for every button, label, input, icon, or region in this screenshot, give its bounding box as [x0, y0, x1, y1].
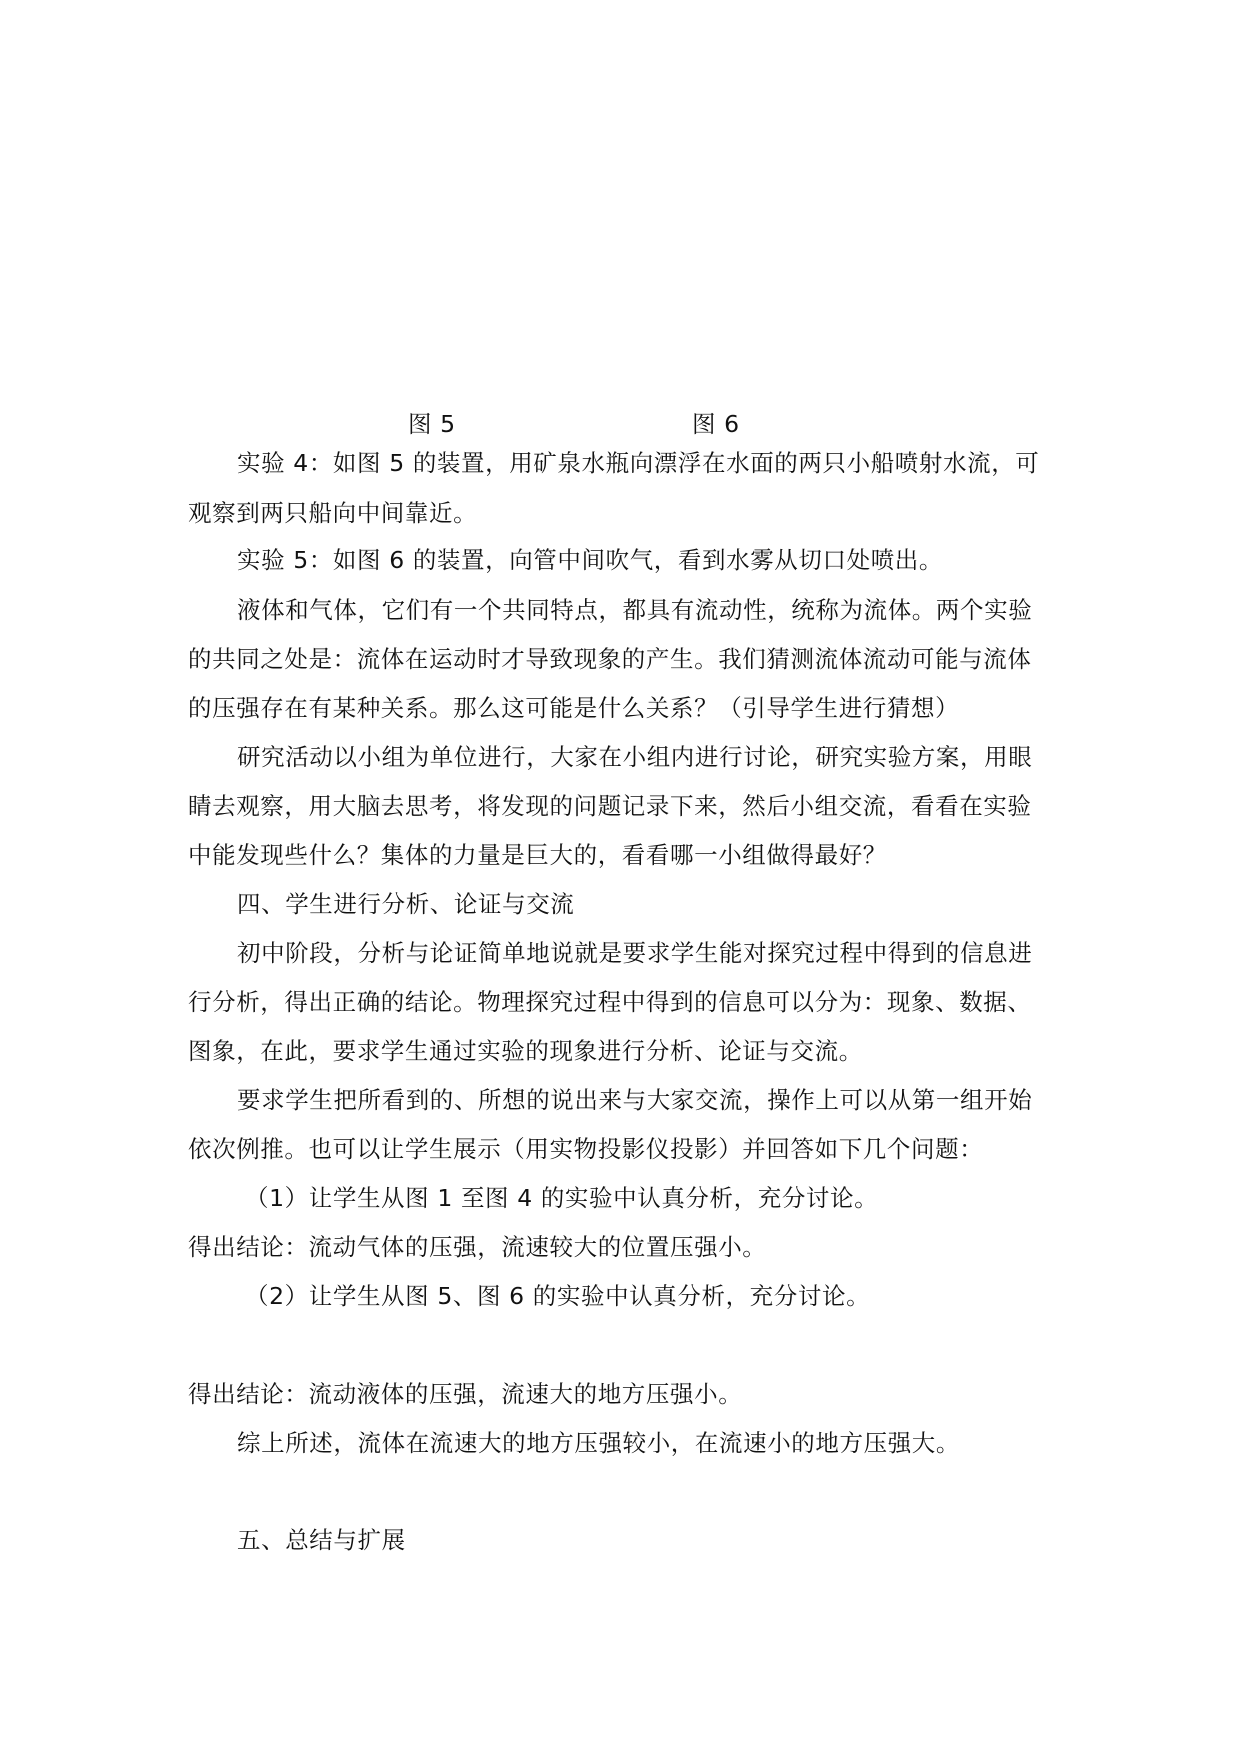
paragraph-exchange-cont: 依次例推。也可以让学生展示（用实物投影仪投影）并回答如下几个问题： [188, 1135, 984, 1163]
paragraph-group-activity-cont: 睛去观察，用大脑去思考，将发现的问题记录下来，然后小组交流，看看在实验 [188, 792, 1032, 820]
section-heading-5: 五、总结与扩展 [237, 1526, 406, 1554]
figure-caption-5: 图 5 [408, 410, 456, 438]
summary: 综上所述，流体在流速大的地方压强较小，在流速小的地方压强大。 [237, 1429, 960, 1457]
question-1: （1）让学生从图 1 至图 4 的实验中认真分析，充分讨论。 [245, 1184, 879, 1212]
paragraph-experiment-4-cont: 观察到两只船向中间靠近。 [188, 499, 478, 527]
paragraph-analysis-cont: 图象，在此，要求学生通过实验的现象进行分析、论证与交流。 [188, 1037, 863, 1065]
paragraph-analysis: 初中阶段，分析与论证简单地说就是要求学生能对探究过程中得到的信息进 [237, 939, 1033, 967]
paragraph-experiment-5: 实验 5：如图 6 的装置，向管中间吹气，看到水雾从切口处喷出。 [237, 546, 944, 574]
paragraph-fluid-cont: 的共同之处是：流体在运动时才导致现象的产生。我们猜测流体流动可能与流体 [188, 645, 1032, 673]
section-heading-4: 四、学生进行分析、论证与交流 [237, 890, 575, 918]
paragraph-fluid: 液体和气体，它们有一个共同特点，都具有流动性，统称为流体。两个实验 [237, 596, 1033, 624]
paragraph-group-activity-cont: 中能发现些什么？集体的力量是巨大的，看看哪一小组做得最好？ [188, 841, 887, 869]
paragraph-analysis-cont: 行分析，得出正确的结论。物理探究过程中得到的信息可以分为：现象、数据、 [188, 988, 1032, 1016]
question-2: （2）让学生从图 5、图 6 的实验中认真分析，充分讨论。 [245, 1282, 871, 1310]
paragraph-experiment-4: 实验 4：如图 5 的装置，用矿泉水瓶向漂浮在水面的两只小船喷射水流，可 [237, 449, 1040, 477]
paragraph-exchange: 要求学生把所看到的、所想的说出来与大家交流，操作上可以从第一组开始 [237, 1086, 1033, 1114]
figure-caption-6: 图 6 [692, 410, 740, 438]
paragraph-group-activity: 研究活动以小组为单位进行，大家在小组内进行讨论，研究实验方案，用眼 [237, 743, 1033, 771]
conclusion-2: 得出结论：流动液体的压强，流速大的地方压强小。 [188, 1380, 743, 1408]
paragraph-fluid-cont: 的压强存在有某种关系。那么这可能是什么关系？（引导学生进行猜想） [188, 694, 960, 722]
conclusion-1: 得出结论：流动气体的压强，流速较大的位置压强小。 [188, 1233, 767, 1261]
